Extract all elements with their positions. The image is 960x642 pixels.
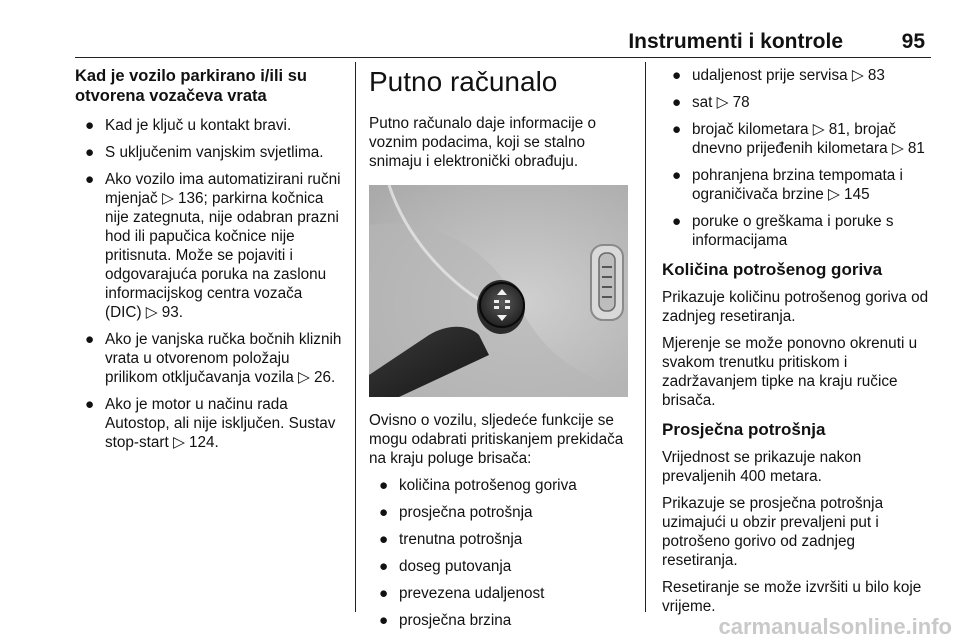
- list-item: [75, 143, 343, 162]
- bullet-icon: ●: [85, 171, 95, 188]
- section-title: Putno računalo: [369, 66, 558, 97]
- list-item-text: Kad je ključ u kontakt bravi.: [105, 117, 292, 134]
- functions-list: [369, 476, 634, 630]
- list-item-text: udaljenost prije servisa ▷ 83: [692, 67, 885, 84]
- bullet-icon: ●: [85, 396, 95, 413]
- header-title: Instrumenti i kontrole: [628, 30, 843, 53]
- right-column: [662, 66, 930, 624]
- avg-consumption-paragraph-3: Resetiranje se može izvršiti u bilo koje vrijeme.: [662, 579, 922, 615]
- bullet-icon: ●: [672, 67, 682, 84]
- list-item: [75, 116, 343, 135]
- left-list: [75, 116, 343, 452]
- list-item-text: brojač kilometara ▷ 81, brojač dnevno prijeđenih kilometara ▷ 81: [692, 121, 925, 157]
- list-item-text: prosječna potrošnja: [399, 504, 533, 521]
- list-item-text: Ako vozilo ima automatizirani ručni mjenjač ▷ 136; parkirna kočnica nije zategnuta, nije odabran prazni hod ili papučica kočnice nije pritisnuta. Može se pojaviti i odgovarajuća poruka na zaslonu informacijskog centra vozača (DIC) ▷ 93.: [105, 171, 341, 321]
- after-figure-paragraph: Ovisno o vozilu, sljedeće funkcije se mogu odabrati pritiskanjem prekidača na kraju poluge brisača:: [369, 412, 624, 467]
- fuel-used-paragraph-2: Mjerenje se može ponovno okrenuti u svakom trenutku pritiskom i zadržavanjem tipke na kraju ručice brisača.: [662, 335, 918, 409]
- list-item-text: pohranjena brzina tempomata i ograničivača brzine ▷ 145: [692, 167, 903, 203]
- wiper-lever-figure: [369, 185, 628, 397]
- avg-consumption-paragraph-2: Prikazuje se prosječna potrošnja uzimajući u obzir prevaljeni put i potrošeno gorivo od zadnjeg resetiranja.: [662, 495, 884, 569]
- list-item-text: sat ▷ 78: [692, 94, 750, 111]
- list-item: [369, 557, 634, 576]
- list-item: [369, 584, 634, 603]
- watermark: carmanualsonline.info: [718, 614, 952, 639]
- bullet-icon: ●: [379, 477, 389, 494]
- list-item-text: S uključenim vanjskim svjetlima.: [105, 144, 324, 161]
- left-heading: Kad je vozilo parkirano i/ili su otvorena vozačeva vrata: [75, 67, 307, 105]
- bullet-icon: ●: [672, 167, 682, 184]
- intro-paragraph: Putno računalo daje informacije o voznim podacima, koji se stalno snimaju i elektronički obrađuju.: [369, 115, 597, 170]
- bullet-icon: ●: [379, 531, 389, 548]
- bullet-icon: ●: [672, 121, 682, 138]
- fuel-used-paragraph-1: Prikazuje količinu potrošenog goriva od zadnjeg resetiranja.: [662, 289, 929, 325]
- list-item-text: doseg putovanja: [399, 558, 512, 575]
- list-item: [369, 530, 634, 549]
- list-item-text: prevezena udaljenost: [399, 585, 545, 602]
- avg-consumption-paragraph-1: Vrijednost se prikazuje nakon prevaljenih 400 metara.: [662, 449, 862, 485]
- list-item: [662, 93, 930, 112]
- list-item-text: trenutna potrošnja: [399, 531, 523, 548]
- fuel-used-heading: Količina potrošenog goriva: [662, 260, 883, 279]
- list-item: [662, 66, 930, 85]
- bullet-icon: ●: [379, 504, 389, 521]
- header-rule: [75, 57, 931, 58]
- middle-column: [369, 66, 634, 638]
- list-item: [369, 503, 634, 522]
- list-item: [75, 395, 343, 452]
- list-item-text: prosječna brzina: [399, 612, 512, 629]
- list-item: [75, 170, 343, 322]
- bullet-icon: ●: [672, 213, 682, 230]
- bullet-icon: ●: [85, 117, 95, 134]
- list-item-text: Ako je motor u načinu rada Autostop, ali nije isključen. Sustav stop-start ▷ 124.: [105, 396, 336, 451]
- list-item-text: Ako je vanjska ručka bočnih kliznih vrata u otvorenom položaju prilikom otključavanja vozila ▷ 26.: [105, 331, 342, 386]
- bullet-icon: ●: [379, 612, 389, 629]
- list-item: [662, 120, 930, 158]
- list-item: [369, 476, 634, 495]
- column-divider-left: [355, 62, 356, 612]
- column-divider-right: [645, 62, 646, 612]
- list-item-text: količina potrošenog goriva: [399, 477, 577, 494]
- avg-consumption-heading: Prosječna potrošnja: [662, 420, 826, 439]
- bullet-icon: ●: [672, 94, 682, 111]
- right-list: [662, 66, 930, 250]
- list-item: [662, 212, 930, 250]
- bullet-icon: ●: [379, 585, 389, 602]
- list-item-text: poruke o greškama i poruke s informacijama: [692, 213, 894, 249]
- list-item: [369, 611, 634, 630]
- page-header: [75, 30, 931, 60]
- bullet-icon: ●: [379, 558, 389, 575]
- list-item: [75, 330, 343, 387]
- bullet-icon: ●: [85, 331, 95, 348]
- bullet-icon: ●: [85, 144, 95, 161]
- page-number: 95: [901, 30, 925, 53]
- wiper-lever-illustration: [369, 185, 628, 397]
- list-item: [662, 166, 930, 204]
- left-column: [75, 66, 343, 460]
